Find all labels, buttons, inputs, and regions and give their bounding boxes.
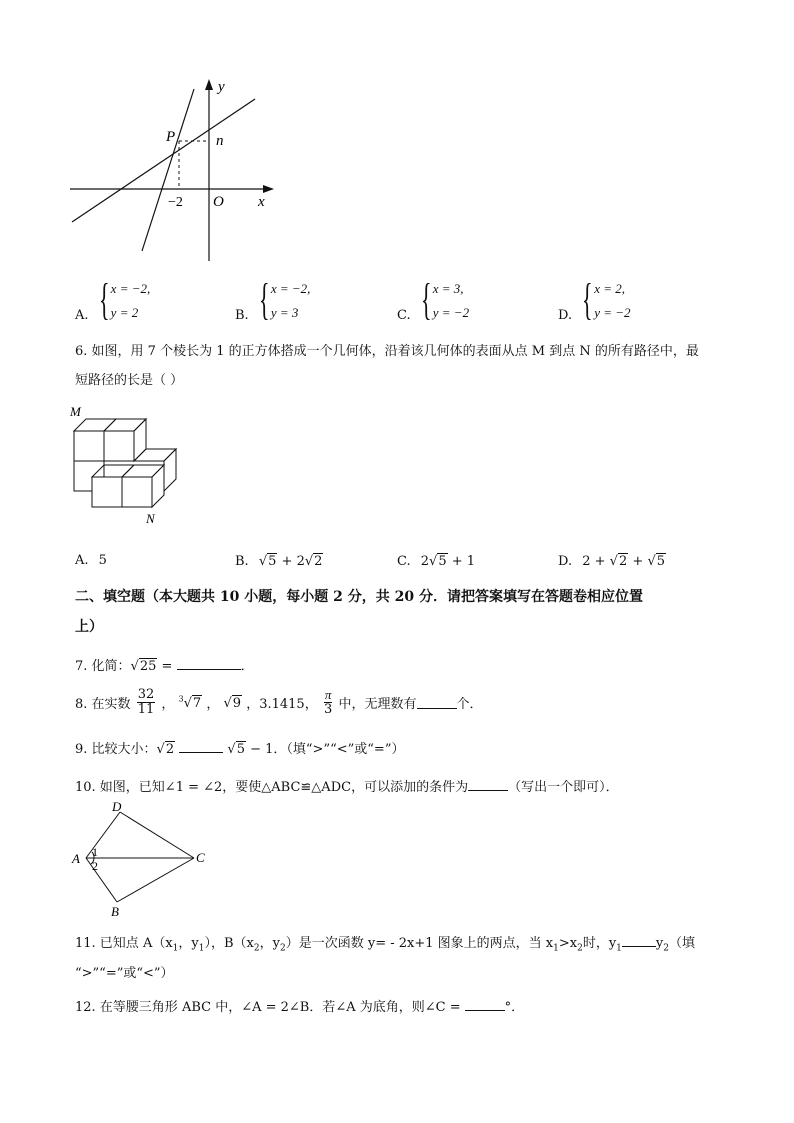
line-shallow — [72, 99, 255, 222]
text: 时，y — [582, 936, 617, 951]
answer-blank[interactable] — [465, 998, 505, 1011]
section-heading-line-1: 二、填空题（本大题共 10 小题，每小题 2 分，共 20 分．请把答案填写在答题卷相应位置 — [75, 589, 643, 605]
q9: 9. 比较大小：√2 √5 − 1．（填“>”“<”或“=”） — [75, 742, 405, 757]
q10-suffix: （写出一个即可）． — [508, 780, 619, 795]
point-a-label: A — [72, 851, 80, 866]
system-line-2: y = −2 — [432, 305, 470, 320]
sqrt-radicand: 5 — [656, 554, 666, 569]
coordinate-graph — [60, 75, 290, 270]
pi-fraction — [324, 688, 333, 717]
subscript: 1 — [198, 943, 205, 954]
q12-suffix: °． — [504, 1000, 525, 1015]
fraction-numerator: 32 — [137, 687, 155, 702]
q6-option-a — [75, 553, 107, 568]
q5-option-a — [75, 277, 150, 325]
question-number: 6. — [75, 344, 88, 359]
quadrilateral-figure — [68, 800, 218, 920]
sqrt-radicand: 2 — [618, 554, 628, 569]
option-letter: D. — [558, 554, 573, 569]
subscript: 1 — [172, 943, 179, 954]
subscript: 2 — [577, 943, 583, 954]
q11-line-1: 11. 已知点 $A(x_1$，$y_1$），$B(x_2$，$y_2$）是一次函数 y= - 2x+1 图象上的两点，当 $x_1>x_2$时，$y_1$ $y_2$（填 — [75, 936, 696, 954]
cube-root-index: 3 — [178, 694, 184, 704]
point-d-label: D — [112, 800, 122, 814]
option-pre: 2 — [420, 554, 430, 569]
section-heading — [75, 582, 715, 642]
q7: 7. 化简：√25 = ． — [75, 659, 254, 674]
angle-1-label: 1 — [92, 845, 98, 859]
point-m-label: M — [70, 405, 81, 419]
question-text: 如图，用 7 个棱长为 1 的正方体搭成一个几何体，沿着该几何体的表面从点 M 到点 N 的所有路径中，最 — [91, 344, 699, 359]
fraction-denominator: 11 — [137, 702, 155, 717]
system-line-2: y = −2 — [594, 305, 631, 320]
q11-line-2: “>”“=”或“<”） — [75, 966, 174, 981]
q5-option-d — [558, 277, 631, 325]
sqrt-radicand: 2 — [165, 742, 175, 757]
answer-blank[interactable] — [622, 934, 656, 947]
subscript: 2 — [253, 943, 260, 954]
sqrt-radicand: 25 — [139, 659, 157, 674]
subscript: 1 — [616, 943, 622, 954]
sqrt-radicand: 5 — [438, 554, 447, 569]
separator: ，3.1415， — [246, 697, 318, 712]
equation-system — [421, 277, 469, 325]
fraction-denominator: 3 — [323, 702, 333, 717]
system-line-2: y = 3 — [270, 305, 299, 320]
q7-prefix: 7. 化简： — [75, 659, 131, 674]
option-post: + 1 — [451, 554, 476, 569]
point-n-label: N — [146, 511, 155, 526]
brace-icon: { — [258, 275, 270, 324]
q5-option-c — [397, 277, 469, 325]
brace-icon: { — [582, 275, 593, 324]
answer-blank[interactable] — [417, 696, 457, 709]
q12 — [75, 996, 524, 1015]
equation-system — [259, 277, 311, 325]
subscript: 2 — [279, 943, 286, 954]
fraction — [137, 688, 156, 717]
text: ，y — [259, 936, 280, 951]
cube-root-radicand: 7 — [192, 695, 202, 711]
point-c-label: C — [196, 850, 205, 865]
q6-text-line-2: 短路径的长是（ ） — [75, 373, 184, 388]
option-pre: 2 + — [582, 554, 606, 569]
origin-label: O — [213, 194, 224, 210]
answer-blank[interactable] — [468, 778, 508, 791]
option-letter: D. — [558, 307, 573, 323]
sqrt-radicand: 9 — [232, 695, 242, 711]
subscript: 1 — [553, 943, 559, 954]
system-line-1: x = 3, — [432, 281, 464, 296]
q5-option-b — [235, 277, 310, 325]
option-letter: B. — [235, 554, 249, 569]
point-p-label: P — [166, 129, 176, 145]
brace-icon: { — [420, 275, 432, 324]
equation-system — [99, 277, 151, 325]
point-b-label: B — [111, 904, 119, 919]
cube-figure — [66, 405, 186, 527]
text: （填 — [669, 936, 696, 951]
section-heading-line-2: 上） — [75, 619, 103, 635]
neg2-label: −2 — [168, 195, 183, 210]
answer-blank[interactable] — [177, 657, 241, 670]
text: >x — [558, 936, 578, 951]
q6-option-b: B. √5 + 2√2 — [235, 554, 323, 569]
separator: ， — [161, 697, 175, 712]
x-axis-arrow — [263, 185, 274, 193]
option-mid: + — [632, 554, 644, 569]
system-line-2: y = 2 — [110, 305, 139, 320]
q9-prefix: 9. 比较大小： — [75, 742, 157, 757]
brace-icon: { — [98, 275, 110, 324]
q12-text: 12. 在等腰三角形 ABC 中，∠A = 2∠B．若∠A 为底角，则∠C = — [75, 1000, 461, 1015]
q10-prefix: 10. 如图，已知∠1 = ∠2，要使△ABC≌△ADC，可以添加的条件为 — [75, 780, 469, 795]
q8-suffix-b: 个． — [456, 697, 483, 712]
subscript: 2 — [663, 943, 669, 954]
q8: 8. 在实数 $\frac{32}{11}$ ， $^3$√7 ， √9 ，3.1415， $\frac{\pi}{3}$ 中，无理数有 个． — [75, 687, 483, 717]
q6-option-d: D. 2 + √2 + √5 — [558, 554, 666, 569]
y-axis-arrow — [205, 79, 213, 90]
option-mid: + 2 — [281, 554, 305, 569]
text: ，y — [178, 936, 199, 951]
q8-prefix: 8. 在实数 — [75, 697, 131, 712]
option-letter: A. — [75, 307, 89, 323]
separator: ， — [206, 697, 220, 712]
equation-system — [582, 277, 630, 325]
option-letter: B. — [235, 307, 249, 323]
q8-suffix-a: 中，无理数有 — [338, 697, 417, 712]
text: 11. 已知点 A（x — [75, 936, 173, 951]
angle-2-label: 2 — [92, 859, 98, 873]
x-axis-label: x — [258, 194, 265, 210]
system-line-1: x = 2, — [594, 281, 626, 296]
q6-text-line-1 — [75, 340, 699, 359]
option-letter: A. — [75, 553, 89, 568]
system-line-1: x = −2, — [270, 281, 311, 296]
sqrt-radicand: 2 — [314, 554, 323, 569]
text: ），B（x — [204, 936, 254, 951]
text: ）是一次函数 y= - 2x+1 图象上的两点，当 x — [285, 936, 554, 951]
option-letter: C. — [397, 554, 411, 569]
q6-option-c: C. 2√5 + 1 — [397, 554, 476, 569]
sqrt-radicand: 5 — [268, 554, 277, 569]
fraction-numerator: π — [324, 687, 332, 702]
sqrt-radicand: 5 — [236, 742, 245, 757]
option-value: 5 — [98, 553, 107, 568]
y-axis-label: y — [218, 79, 225, 95]
equals-sign: = — [157, 659, 173, 674]
system-line-1: x = −2, — [110, 281, 151, 296]
q9-after: − 1．（填“>”“<”或“=”） — [245, 742, 405, 757]
answer-blank[interactable] — [179, 740, 223, 753]
q10 — [75, 776, 619, 795]
q7-suffix: ． — [240, 659, 254, 674]
option-letter: C. — [397, 307, 411, 323]
n-label: n — [216, 133, 224, 149]
